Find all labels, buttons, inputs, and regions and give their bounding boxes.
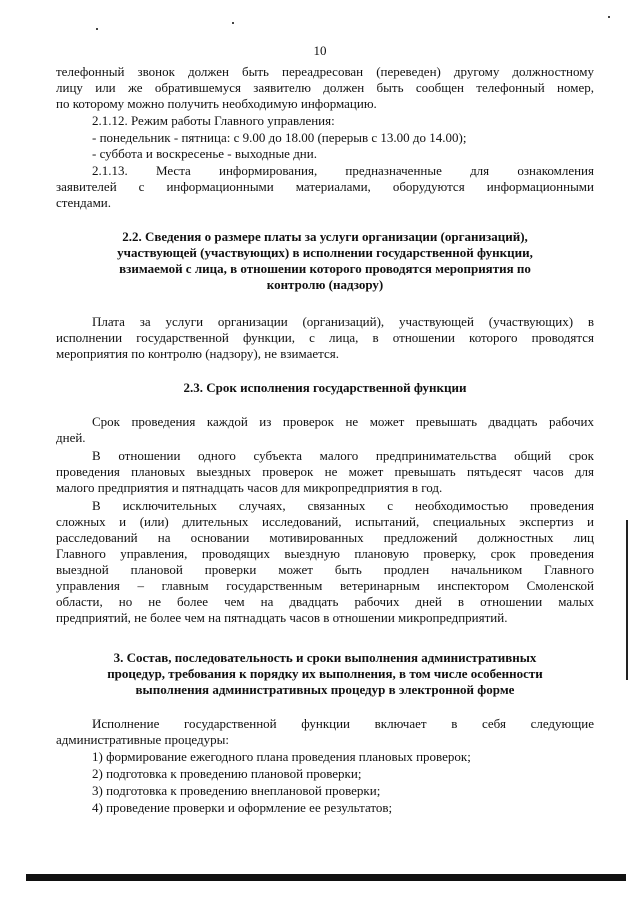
section-2-2-heading: 2.2. Сведения о размере платы за услуги организации (организаций),	[122, 229, 528, 244]
text-line: В исключительных случаях, связанных с необходимостью проведения	[92, 498, 594, 513]
text-line: стендами.	[56, 195, 111, 210]
text-line: предприятий, не более чем на пятнадцать часов в отношении микропредприятий.	[56, 610, 508, 625]
section-2-2-heading: участвующей (участвующих) в исполнении государственной функции,	[117, 245, 533, 260]
text-line: В отношении одного субъекта малого предпринимательства общий срок	[92, 448, 594, 463]
schedule-line: - суббота и воскресенье - выходные дни.	[92, 146, 317, 161]
section-3-heading: 3. Состав, последовательность и сроки выполнения административных	[113, 650, 537, 665]
text-line: проведения плановых выездных проверок не может превышать пятьдесят часов для	[56, 464, 594, 479]
text-line: заявителей с информационными материалами, оборудуются информационными	[56, 179, 594, 194]
text-line: исполнении государственной функции, с лица, в отношении которого проводятся	[56, 330, 594, 345]
text-line: выездной плановой проверки может быть продлен начальником Главного	[56, 562, 594, 577]
schedule-line: - понедельник - пятница: с 9.00 до 18.00 (перерыв с 13.00 до 14.00);	[92, 130, 467, 145]
page-number: 10	[313, 43, 327, 58]
text-line: Исполнение государственной функции включает в себя следующие	[92, 716, 594, 731]
text-line: 2.1.13. Места информирования, предназначенные для ознакомления	[92, 163, 594, 178]
text-line: телефонный звонок должен быть переадресован (переведен) другому должностному	[56, 64, 594, 79]
section-3-heading: выполнения административных процедур в электронной форме	[135, 682, 515, 697]
section-3-heading: процедур, требования к порядку их выполнения, в том числе особенности	[107, 666, 543, 681]
list-item: 3) подготовка к проведению внеплановой проверки;	[92, 783, 381, 798]
scan-bottom-bar	[26, 874, 626, 881]
text-line: мероприятия по контролю (надзору), не взимается.	[56, 346, 339, 361]
text-line: административные процедуры:	[56, 732, 229, 747]
scan-speck	[232, 22, 234, 24]
scan-edge-mark	[626, 520, 628, 680]
text-line: малого предприятия и пятнадцать часов для микропредприятия в год.	[56, 480, 443, 495]
section-2-2-heading: взимаемой с лица, в отношении которого проводятся мероприятия по	[119, 261, 531, 276]
list-item: 4) проведение проверки и оформление ее результатов;	[92, 800, 393, 815]
text-line: по которому можно получить необходимую информацию.	[56, 96, 377, 111]
text-line: сложных и (или) длительных исследований, испытаний, специальных экспертиз и	[56, 514, 594, 529]
text-line: Главного управления, проводящих выездную плановую проверку, срок проведения	[56, 546, 594, 561]
text-line: дней.	[56, 430, 86, 445]
paragraph-2-1-12-title: 2.1.12. Режим работы Главного управления:	[92, 113, 335, 128]
list-item: 2) подготовка к проведению плановой проверки;	[92, 766, 362, 781]
list-item: 1) формирование ежегодного плана проведения плановых проверок;	[92, 749, 471, 764]
section-2-3-heading: 2.3. Срок исполнения государственной функции	[183, 380, 467, 395]
text-line: Плата за услуги организации (организаций), участвующей (участвующих) в	[92, 314, 594, 329]
text-line: управления – главным государственным ветеринарным инспектором Смоленской	[56, 578, 594, 593]
scan-speck	[608, 16, 610, 18]
text-line: лицу или же обратившемуся заявителю должен быть сообщен телефонный номер,	[56, 80, 594, 95]
section-2-2-heading: контролю (надзору)	[266, 277, 384, 292]
scan-speck	[96, 28, 98, 30]
text-line: области, но не более чем на двадцать рабочих дней в отношении малых	[56, 594, 594, 609]
text-line: Срок проведения каждой из проверок не может превышать двадцать рабочих	[92, 414, 594, 429]
text-line: расследований на основании мотивированных предложений должностных лиц	[56, 530, 594, 545]
